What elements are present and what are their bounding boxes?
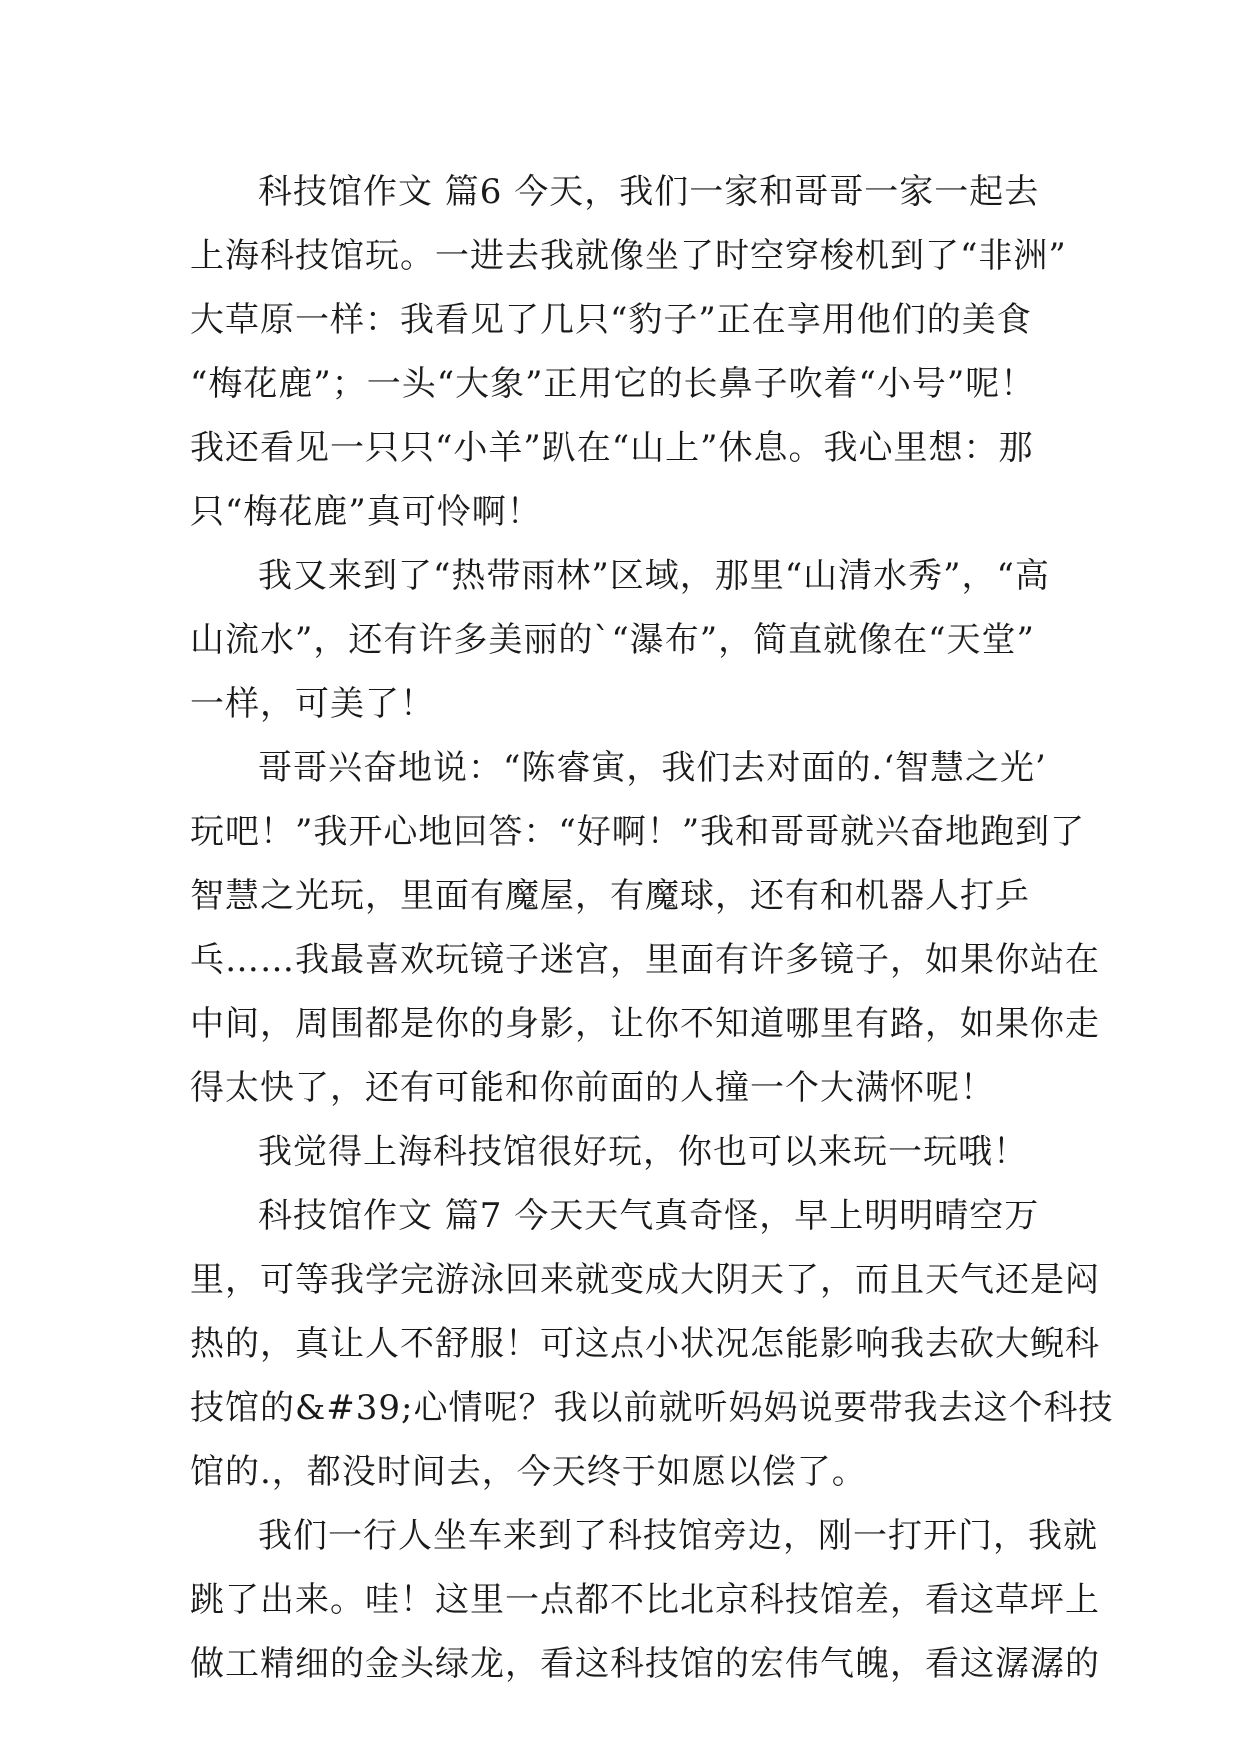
text-line: “梅花鹿”；一头“大象”正用它的长鼻子吹着“小号”呢！ xyxy=(190,364,1036,404)
text-line: 山流水”，还有许多美丽的`“瀑布”，简直就像在“天堂” xyxy=(190,620,1035,660)
document-body xyxy=(190,160,1114,1696)
text-line: 科技馆作文 篇7 今天天气真奇怪，早上明明晴空万 xyxy=(258,1196,1040,1236)
text-line: 上海科技馆玩。一进去我就像坐了时空穿梭机到了“非洲” xyxy=(190,236,1067,276)
text-line: 热的，真让人不舒服！可这点小状况怎能影响我去砍大鲵科 xyxy=(190,1324,1100,1364)
text-line: 乓……我最喜欢玩镜子迷宫，里面有许多镜子，如果你站在 xyxy=(190,940,1100,980)
text-line: 智慧之光玩，里面有魔屋，有魔球，还有和机器人打乒 xyxy=(190,876,1030,916)
text-line: 我觉得上海科技馆很好玩，你也可以来玩一玩哦！ xyxy=(258,1132,1028,1172)
text-line: 跳了出来。哇！这里一点都不比北京科技馆差，看这草坪上 xyxy=(190,1580,1100,1620)
text-line: 一样，可美了！ xyxy=(190,684,435,724)
text-line: 我还看见一只只“小羊”趴在“山上”休息。我心里想：那 xyxy=(190,428,1034,468)
text-line: 馆的.，都没时间去，今天终于如愿以偿了。 xyxy=(190,1452,867,1492)
text-line: 我们一行人坐车来到了科技馆旁边，刚一打开门，我就 xyxy=(258,1516,1098,1556)
text-line: 里，可等我学完游泳回来就变成大阴天了，而且天气还是闷 xyxy=(190,1260,1100,1300)
text-line: 大草原一样：我看见了几只“豹子”正在享用他们的美食 xyxy=(190,300,1032,340)
text-line: 我又来到了“热带雨林”区域，那里“山清水秀”，“高 xyxy=(258,556,1050,596)
text-line: 只“梅花鹿”真可怜啊！ xyxy=(190,492,542,532)
text-line: 做工精细的金头绿龙，看这科技馆的宏伟气魄，看这潺潺的 xyxy=(190,1644,1100,1684)
text-line: 中间，周围都是你的身影，让你不知道哪里有路，如果你走 xyxy=(190,1004,1100,1044)
text-line: 得太快了，还有可能和你前面的人撞一个大满怀呢！ xyxy=(190,1068,995,1108)
text-line: 科技馆作文 篇6 今天，我们一家和哥哥一家一起去 xyxy=(258,172,1040,212)
text-line: 玩吧！”我开心地回答：“好啊！”我和哥哥就兴奋地跑到了 xyxy=(190,812,1086,852)
text-line: 技馆的&#39;心情呢？我以前就听妈妈说要带我去这个科技 xyxy=(190,1388,1114,1428)
text-line: 哥哥兴奋地说：“陈睿寅，我们去对面的.‘智慧之光’ xyxy=(258,748,1047,788)
